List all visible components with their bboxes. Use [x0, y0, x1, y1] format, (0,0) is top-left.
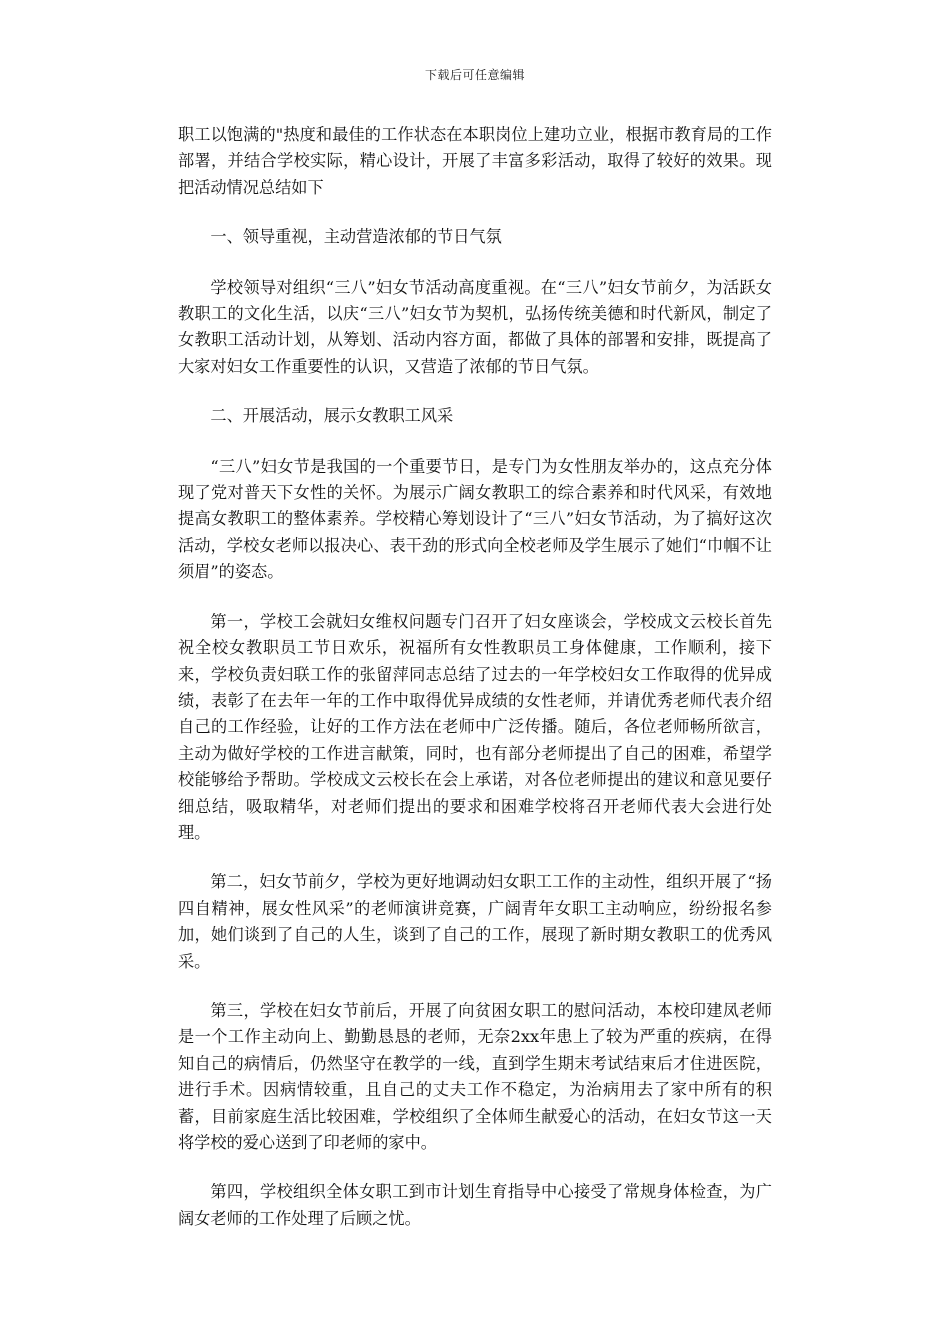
paragraph-second: 第二，妇女节前夕，学校为更好地调动妇女职工工作的主动性，组织开展了“扬四自精神，展女性风采”的老师演讲竞赛，广阔青年女职工主动响应，纷纷报名参加，她们谈到了自己的人生，谈到了自己的工作，展现了新时期女教职工的优秀风采。: [178, 872, 772, 971]
section-heading-2: 二、开展活动，展示女教职工风采: [210, 406, 454, 426]
paragraph-leadership: 学校领导对组织“三八”妇女节活动高度重视。在“三八”妇女节前夕，为活跃女教职工的文化生活，以庆“三八”妇女节为契机，弘扬传统美德和时代新风，制定了女教职工活动计划，从筹划、活动内容方面，都做了具体的部署和安排，既提高了大家对妇女工作重要性的认识，又营造了浓郁的节日气氛。: [178, 277, 772, 376]
section-heading-1: 一、领导重视，主动营造浓郁的节日气氛: [210, 227, 502, 247]
paragraph-third: 第三，学校在妇女节前后，开展了向贫困女职工的慰问活动，本校印建凤老师是一个工作主动向上、勤勤恳恳的老师，无奈2xx年患上了较为严重的疾病，在得知自己的病情后，仍然坚守在教学的一线，直到学生期末考试结束后才住进医院，进行手术。因病情较重，且自己的丈夫工作不稳定，为治病用去了家中所有的积蓄，目前家庭生活比较困难，学校组织了全体师生献爱心的活动，在妇女节这一天将学校的爱心送到了印老师的家中。: [178, 1000, 772, 1152]
paragraph-fourth: 第四，学校组织全体女职工到市计划生育指导中心接受了常规身体检查，为广阔女老师的工作处理了后顾之忧。: [178, 1182, 772, 1228]
paragraph-activities: “三八”妇女节是我国的一个重要节日，是专门为女性朋友举办的，这点充分体现了党对普天下女性的关怀。为展示广阔女教职工的综合素养和时代风采，有效地提高女教职工的整体素养。学校精心筹划设计了“三八”妇女节活动，为了搞好这次活动，学校女老师以报决心、表干劲的形式向全校老师及学生展示了她们“巾帼不让须眉”的姿态。: [178, 456, 772, 582]
document-body: [178, 122, 772, 1255]
paragraph-intro: 职工以饱满的"热度和最佳的工作状态在本职岗位上建功立业，根据市教育局的工作部署，并结合学校实际，精心设计，开展了丰富多彩活动，取得了较好的效果。现把活动情况总结如下: [178, 125, 772, 197]
paragraph-first: 第一，学校工会就妇女维权问题专门召开了妇女座谈会，学校成文云校长首先祝全校女教职员工节日欢乐，祝福所有女性教职员工身体健康，工作顺利，接下来，学校负责妇联工作的张留萍同志总结了过去的一年学校妇女工作取得的优异成绩，表彰了在去年一年的工作中取得优异成绩的女性老师，并请优秀老师代表介绍自己的工作经验，让好的工作方法在老师中广泛传播。随后，各位老师畅所欲言，主动为做好学校的工作进言献策，同时，也有部分老师提出了自己的困难，希望学校能够给予帮助。学校成文云校长在会上承诺，对各位老师提出的建议和意见要仔细总结，吸取精华，对老师们提出的要求和困难学校将召开老师代表大会进行处理。: [178, 611, 772, 842]
page-header-watermark: 下载后可任意编辑: [424, 68, 525, 82]
